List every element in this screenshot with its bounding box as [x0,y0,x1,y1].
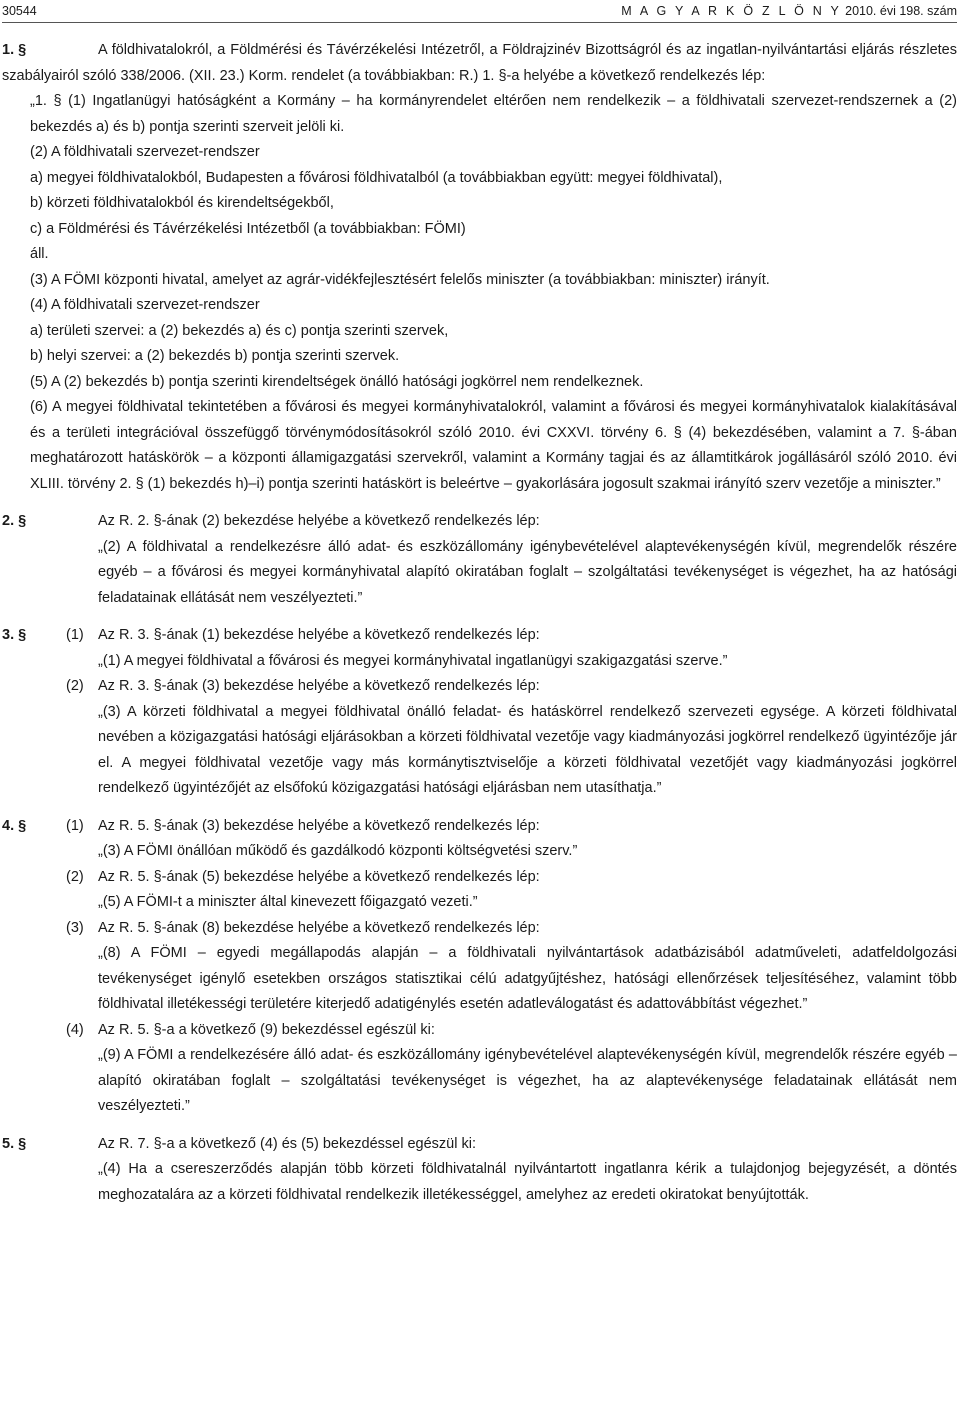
subsection-number: (1) [66,627,84,643]
subsection-number: (4) [66,1021,84,1038]
page-header [2,0,957,23]
list-item: c) a Földmérési és Távérzékelési Intézetből (a továbbiakban: FÖMI) [30,220,466,237]
amendment-text: „(5) A FÖMI-t a miniszter által kinevezett főigazgató vezeti.” [98,894,478,910]
section-1-body [2,89,957,497]
section-number: 4. § [2,817,27,834]
paragraph: áll. [30,246,49,262]
amendment-text: „(9) A FÖMI a rendelkezésére álló adat- és eszközállomány igénybevételével alaptevékenységén kívül, megrendelők részére egyéb – alapító okiratában foglalt – szolgáltatási tevékenységet is végezhet, ha az alaptevékenysége feladatainak ellátását nem veszélyezteti.” [98,1047,957,1114]
amendment-text: „(3) A FÖMI önállóan működő és gazdálkodó központi költségvetési szerv.” [98,843,578,859]
section-4-item-3 [2,916,957,1018]
paragraph: (3) A FÖMI központi hivatal, amelyet az agrár-vidékfejlesztésért felelős miniszter (a továbbiakban: miniszter) irányít. [30,271,770,288]
amendment-intro: Az R. 5. §-ának (5) bekezdése helyébe a következő rendelkezés lép: [98,868,540,885]
issue-label: 2010. évi 198. szám [845,4,957,18]
amendment-text: „(3) A körzeti földhivatal a megyei földhivatal önálló feladat- és hatáskörrel rendelkező szervezeti egysége. A körzeti földhivatal nevében a közigazgatási hatósági eljárásokban a körzeti földhivatal vezetője vagy kiadmányozási jogkörrel rendelkező ügyintézője jár el. A megyei földhivatal vezetője vagy más kormánytisztviselője a körzeti földhivatal vezetőjét vagy kiadmányozási jogkörrel rendelkező ügyintézőjét az elsőfokú közigazgatási hatósági eljárásban nem utasíthatja.” [98,703,957,796]
amendment-intro: Az R. 5. §-ának (8) bekezdése helyébe a következő rendelkezés lép: [98,919,540,936]
amendment-intro: Az R. 2. §-ának (2) bekezdése helyébe a következő rendelkezés lép: [98,513,540,529]
amendment-text: „(8) A FÖMI – egyedi megállapodás alapján – a földhivatali nyilvántartások adatbázisából adatműveleti, adatfeldolgozási tevékenységet igénylő esetekben országos statisztikai célú adatgyűjtéshez, hatósági ellenőrzések teljesítéséhez, valamint több földhivatal illetékességi területére kiterjedő adatigénylés esetén adatleválogatást és adattovábbítást végezhet.” [98,945,957,1012]
section-3-item-2 [2,674,957,802]
section-1 [2,38,957,497]
subsection-number: (1) [66,817,84,834]
list-item: a) megyei földhivatalokból, Budapesten a fővárosi földhivatalból (a továbbiakban együtt: megyei földhivatal), [30,169,723,186]
journal-title: M A G Y A R K Ö Z L Ö N Y [621,4,842,18]
subsection-number: (3) [66,919,84,936]
paragraph: „1. § (1) Ingatlanügyi hatóságként a Kormány – ha kormányrendelet eltérően nem rendelkezik – a földhivatali szervezet-rendszernek a (2) bekezdés a) és b) pontja szerinti szerveit jelöli ki. [30,93,957,135]
section-number: 3. § [2,627,27,643]
amendment-text: „(4) Ha a csereszerződés alapján több körzeti földhivatalnál nyilvántartott ingatlanra kérik a tulajdonjog bejegyzését, a döntés meghozatalára az a körzeti földhivatal rendelkezik illetékességgel, amelyhez az eredeti okiratokat benyújtották. [98,1161,957,1203]
section-5 [2,1132,957,1209]
list-item: b) körzeti földhivatalokból és kirendeltségekből, [30,195,334,211]
journal-header [621,1,957,21]
amendment-text: „(1) A megyei földhivatal a fővárosi és megyei kormányhivatal ingatlanügyi szakigazgatási szerve.” [98,652,728,669]
paragraph: (2) A földhivatali szervezet-rendszer [30,144,260,160]
amendment-intro: Az R. 7. §-a a következő (4) és (5) bekezdéssel egészül ki: [98,1135,476,1152]
amendment-intro: Az R. 3. §-ának (3) bekezdése helyébe a következő rendelkezés lép: [98,678,540,694]
amendment-intro: Az R. 5. §-a a következő (9) bekezdéssel egészül ki: [98,1021,435,1038]
section-4-item-4 [2,1018,957,1120]
section-4-item-2 [2,865,957,916]
amendment-text: „(2) A földhivatal a rendelkezésre álló adat- és eszközállomány igénybevételével alaptevékenységén kívül, megrendelők részére egyéb – a fővárosi és megyei kormányhivatal alapító okiratában foglalt – szolgáltatási tevékenységet is végezhet, ha az hatósági feladatainak ellátását nem veszélyezteti.” [98,538,957,606]
list-item: a) területi szervei: a (2) bekezdés a) és c) pontja szerinti szervek, [30,322,449,339]
amendment-intro: Az R. 5. §-ának (3) bekezdése helyébe a következő rendelkezés lép: [98,817,540,834]
subsection-number: (2) [66,678,84,694]
section-3-item-1 [2,623,957,674]
page-number: 30544 [2,4,37,18]
section-number: 1. § [2,42,27,58]
amendment-intro: Az R. 3. §-ának (1) bekezdése helyébe a következő rendelkezés lép: [98,627,540,643]
section-4-item-1 [2,814,957,865]
section-number: 5. § [2,1135,27,1152]
document-body [2,38,957,1208]
paragraph: (6) A megyei földhivatal tekintetében a fővárosi és megyei kormányhivatalokról, valamint a fővárosi és megyei kormányhivatalok kialakításával és a területi integrációval összefüggő törvénymódosításokról szóló 2010. évi CXXVI. törvény 6. § (4) bekezdésében, valamint a 7. §-ában meghatározott hatáskörök – a központi államigazgatási szervekről, valamint a Kormány tagjai és az államtitkárok jogállásáról szóló 2010. évi XLIII. törvény 2. § (1) bekezdés h)–i) pontja szerinti hatáskört is beleértve – gyakorlására jogosult szakmai irányító szerv vezetője a miniszter.” [30,399,957,492]
section-1-intro: 1. § A földhivatalokról, a Földmérési és Távérzékelési Intézetről, a Földrajzinév Bizottságról és az ingatlan-nyilvántartási eljárás részletes szabályairól szóló 338/2006. (XII. 23.) Korm. rendelet (a továbbiakban: R.) 1. §-a helyébe a következő rendelkezés lép: [2,38,957,89]
paragraph: (5) A (2) bekezdés b) pontja szerinti kirendeltségek önálló hatósági jogkörrel nem rendelkeznek. [30,373,644,390]
list-item: b) helyi szervei: a (2) bekezdés b) pontja szerinti szervek. [30,348,400,364]
paragraph: (4) A földhivatali szervezet-rendszer [30,297,260,313]
section-2 [2,509,957,611]
section-number: 2. § [2,513,27,529]
subsection-number: (2) [66,868,84,885]
